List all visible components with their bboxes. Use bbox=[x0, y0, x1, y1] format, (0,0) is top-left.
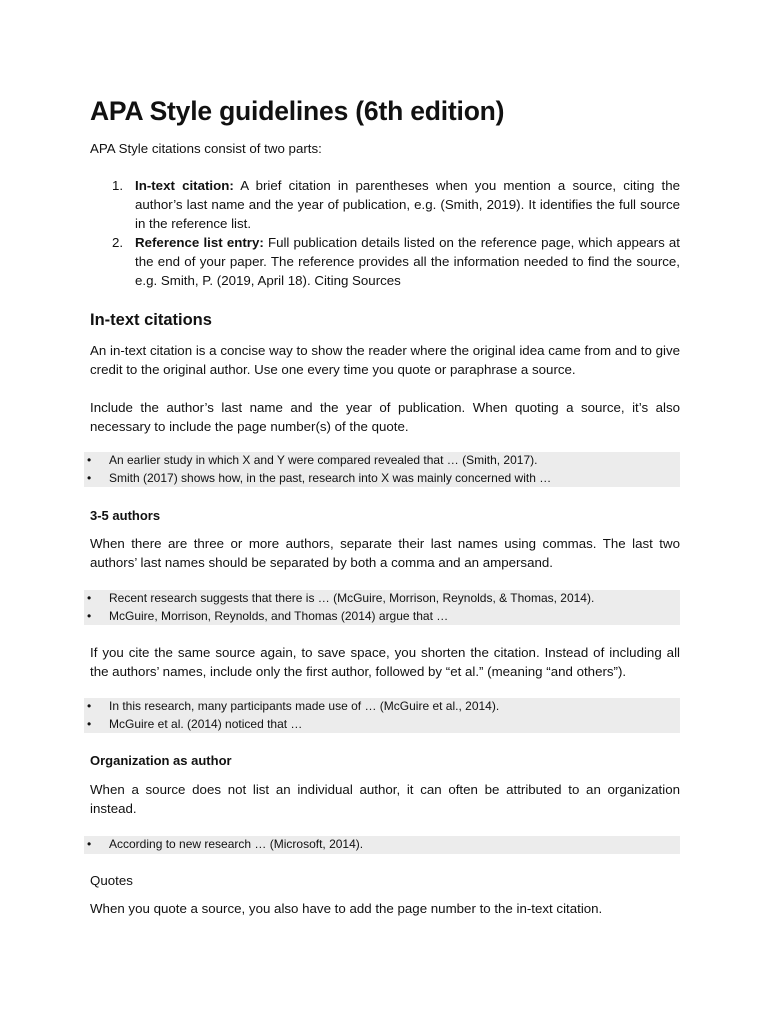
example-text: In this research, many participants made use of … (McGuire et al., 2014). bbox=[109, 699, 500, 713]
subheading-organization-as-author: Organization as author bbox=[90, 753, 232, 768]
example-list bbox=[84, 698, 680, 733]
list-item-text: A brief citation in parentheses when you mention a source, citing the author’s last name and the year of publication, e.g. (Smith, 2019). It identifies the full source in the reference list. bbox=[135, 178, 681, 231]
bullet-icon: • bbox=[87, 699, 92, 713]
in-text-paragraph-1: An in-text citation is a concise way to show the reader where the original idea came from and to give credit to the original author. Use one every time you quote or paraphrase a source. bbox=[90, 343, 680, 377]
list-number: 1. bbox=[112, 178, 124, 193]
organization-paragraph: When a source does not list an individual author, it can often be attributed to an organization instead. bbox=[90, 782, 680, 816]
list-item bbox=[84, 716, 680, 734]
page-title: APA Style guidelines (6th edition) bbox=[90, 96, 505, 126]
example-text: McGuire et al. (2014) noticed that … bbox=[109, 716, 303, 731]
quotes-paragraph: When you quote a source, you also have to add the page number to the in-text citation. bbox=[90, 901, 603, 916]
list-item bbox=[84, 836, 680, 854]
list-item bbox=[84, 698, 680, 716]
section-heading-in-text-citations: In-text citations bbox=[90, 311, 212, 329]
list-item-text: Full publication details listed on the reference page, which appears at the end of your paper. The reference provides all the information needed to find the source, e.g. Smith, P. (2019, April 18). Citing Sources bbox=[135, 235, 680, 288]
subheading-3-5-authors: 3-5 authors bbox=[90, 508, 161, 523]
list-item-label: In-text citation: bbox=[135, 178, 234, 193]
list-number: 2. bbox=[112, 235, 124, 250]
list-item bbox=[84, 590, 680, 608]
bullet-icon: • bbox=[87, 470, 92, 485]
example-text: An earlier study in which X and Y were compared revealed that … (Smith, 2017). bbox=[109, 453, 538, 467]
example-list bbox=[84, 590, 680, 625]
example-list bbox=[84, 452, 680, 487]
example-text: According to new research … (Microsoft, 2014). bbox=[109, 837, 364, 851]
citation-parts-list bbox=[90, 176, 680, 290]
list-item-label: Reference list entry: bbox=[135, 235, 264, 250]
list-item bbox=[90, 233, 680, 290]
example-list bbox=[84, 836, 680, 854]
et-al-paragraph: If you cite the same source again, to save space, you shorten the citation. Instead of including all the authors’ names, include only the first author, followed by “et al.” (meaning “and others”). bbox=[90, 645, 680, 679]
list-item bbox=[84, 608, 680, 626]
subheading-quotes: Quotes bbox=[90, 873, 133, 888]
list-item bbox=[84, 470, 680, 488]
list-item bbox=[90, 176, 680, 233]
bullet-icon: • bbox=[87, 837, 92, 851]
in-text-paragraph-2: Include the author’s last name and the year of publication. When quoting a source, it’s also necessary to include the page number(s) of the quote. bbox=[90, 400, 680, 434]
bullet-icon: • bbox=[87, 453, 92, 467]
list-item bbox=[84, 452, 680, 470]
bullet-icon: • bbox=[87, 716, 92, 731]
bullet-icon: • bbox=[87, 591, 92, 605]
bullet-icon: • bbox=[87, 608, 92, 623]
three-five-paragraph: When there are three or more authors, separate their last names using commas. The last two authors’ last names should be separated by both a comma and an ampersand. bbox=[90, 536, 680, 570]
example-text: McGuire, Morrison, Reynolds, and Thomas (2014) argue that … bbox=[109, 608, 449, 623]
example-text: Smith (2017) shows how, in the past, research into X was mainly concerned with … bbox=[109, 470, 552, 485]
example-text: Recent research suggests that there is … (McGuire, Morrison, Reynolds, & Thomas, 2014). bbox=[109, 591, 595, 605]
intro-paragraph: APA Style citations consist of two parts: bbox=[90, 141, 322, 156]
